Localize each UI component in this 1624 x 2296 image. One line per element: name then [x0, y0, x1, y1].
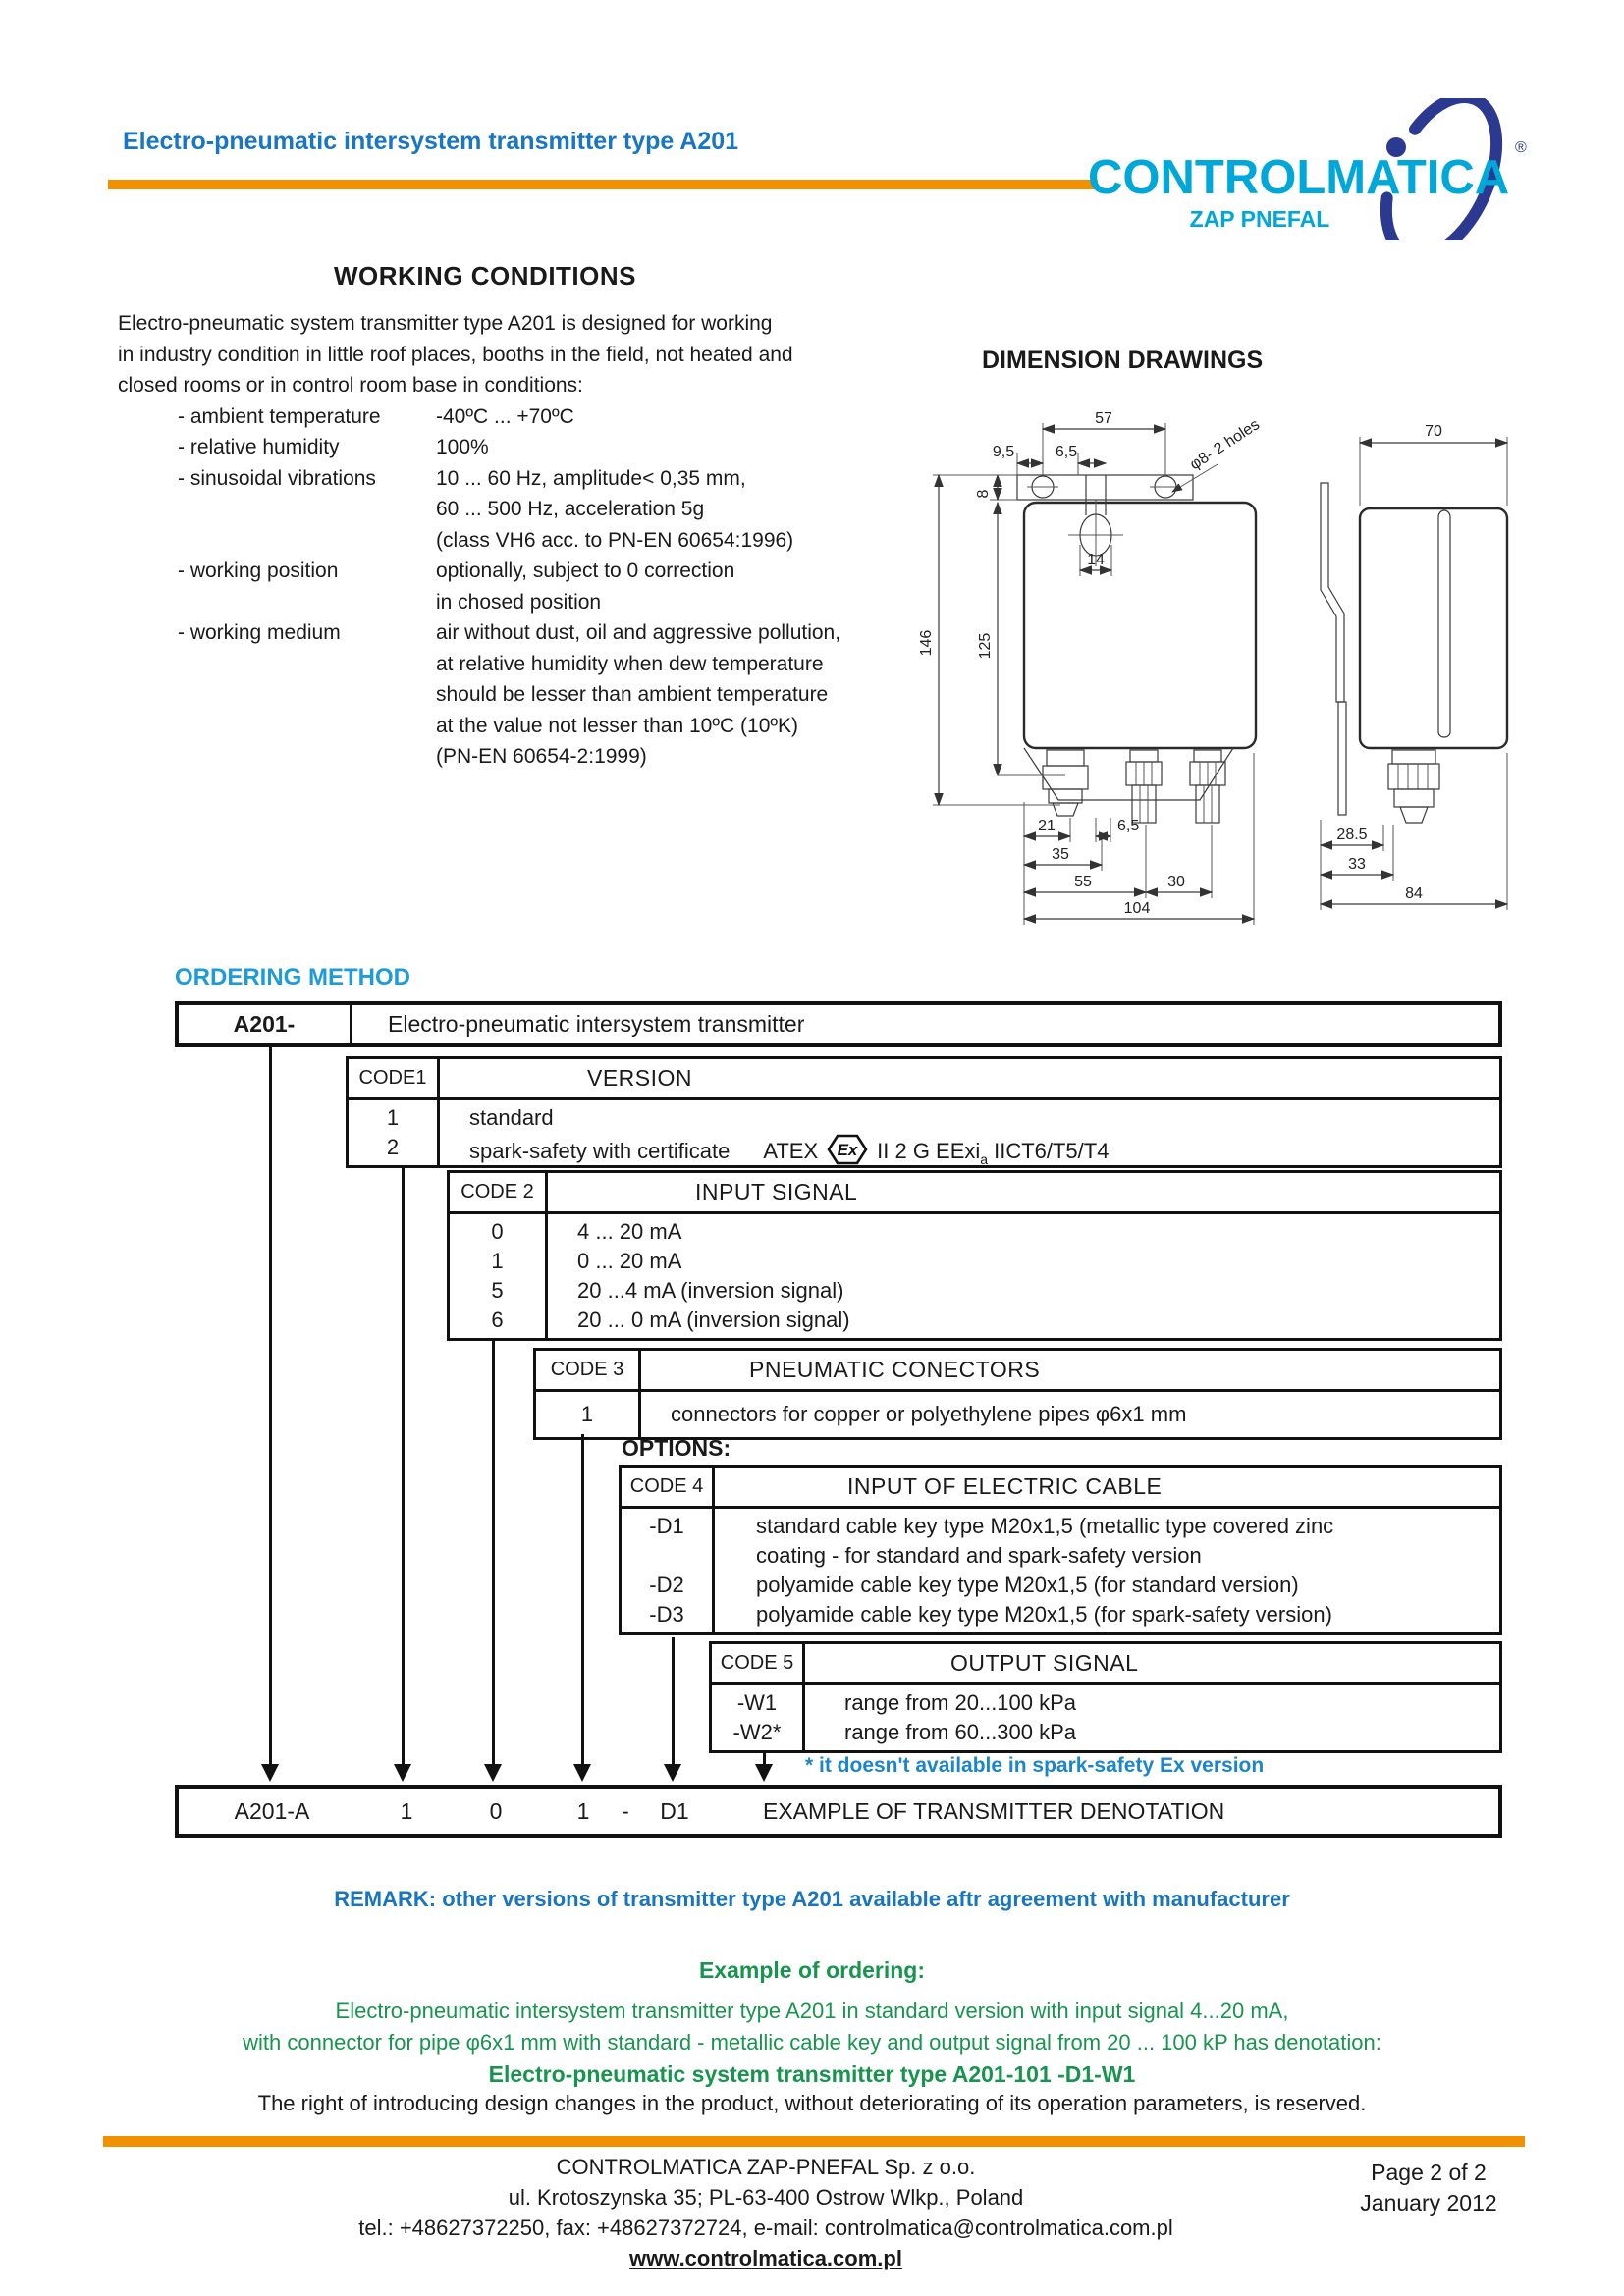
page-date: January 2012: [1360, 2190, 1497, 2216]
wc-value: optionally, subject to 0 correction: [436, 560, 735, 582]
example-row: [175, 1785, 1502, 1838]
code2-row-code: 1: [491, 1249, 504, 1273]
code1-row-desc: [469, 1133, 1499, 1167]
footer-contact: tel.: +48627372250, fax: +48627372724, e-mail: controlmatica@controlmatica.com.pl: [358, 2216, 1173, 2240]
code4-row-desc: coating - for standard and spark-safety version: [756, 1543, 1202, 1568]
example-code: 1: [400, 1798, 413, 1824]
ex-hexagon-icon: [826, 1133, 869, 1166]
wc-label: [178, 649, 436, 680]
product-row: [175, 1001, 1502, 1047]
example-ordering-line: with connector for pipe φ6x1 mm with standard - metallic cable key and output signal from 20 ... 100 kP has denotation:: [243, 2030, 1381, 2055]
arrow-down-icon: [484, 1764, 502, 1782]
spark-safety-footnote: * it doesn't available in spark-safety Ex version: [805, 1754, 1265, 1777]
code3-label: CODE 3: [536, 1351, 641, 1389]
logo-subbrand: ZAP PNEFAL: [1189, 206, 1330, 232]
wc-label: - relative humidity: [178, 436, 340, 458]
wc-label: [178, 587, 436, 618]
code4-label: CODE 4: [622, 1468, 715, 1506]
page-number: Page 2 of 2: [1371, 2160, 1487, 2185]
wc-label: [178, 679, 436, 711]
wc-label: [178, 525, 436, 557]
code2-table: [447, 1170, 1502, 1341]
dimension-drawings: [903, 407, 1591, 933]
code3-header: [536, 1351, 1499, 1392]
wc-row: [118, 617, 913, 649]
code5-header: [712, 1644, 1499, 1685]
dim-label: 6,5: [1117, 818, 1140, 834]
wc-row: [118, 741, 913, 773]
remark-text: REMARK: other versions of transmitter type A201 available aftr agreement with manufacturer: [334, 1887, 1290, 1911]
dim-label: 30: [1167, 874, 1185, 890]
rights-notice: The right of introducing design changes in the product, without deteriorating of its operation parameters, is reserved.: [257, 2091, 1367, 2115]
wc-value: -40ºC ... +70ºC: [436, 404, 574, 428]
controlmatica-logo: [1080, 98, 1542, 240]
wc-row: [118, 525, 913, 557]
dim-label: 9,5: [992, 444, 1015, 460]
wc-row: [118, 401, 913, 433]
wc-intro-line: closed rooms or in control room base in conditions:: [118, 374, 583, 397]
code2-row-code: 5: [491, 1278, 504, 1303]
code2-row-code: 6: [491, 1308, 504, 1332]
code1-row2-cert: II 2 G EExi: [877, 1139, 981, 1163]
example-ordering-heading: Example of ordering:: [698, 1957, 926, 1983]
wc-value: in chosed position: [436, 590, 602, 614]
code1-label: CODE1: [349, 1059, 440, 1097]
arrow-down-icon: [755, 1764, 773, 1782]
code3-title: PNEUMATIC CONECTORS: [749, 1357, 1041, 1382]
connector-line: [492, 1341, 495, 1765]
connector-line: [402, 1168, 405, 1765]
code2-body: [450, 1214, 1499, 1338]
code3-table: [533, 1348, 1502, 1440]
dim-label: 8: [975, 489, 992, 499]
connector-line: [581, 1434, 584, 1765]
code4-row-code: -D2: [649, 1573, 684, 1597]
dim-label: 6,5: [1055, 444, 1078, 460]
footer-address: ul. Krotoszynska 35; PL-63-400 Ostrow Wlkp., Poland: [508, 2185, 1024, 2210]
wc-row: [118, 432, 913, 463]
connector-line: [672, 1637, 675, 1765]
wc-label: - working medium: [178, 621, 341, 644]
wc-value: 100%: [436, 436, 489, 458]
code2-row-desc: 0 ... 20 mA: [577, 1249, 682, 1273]
arrow-down-icon: [664, 1764, 681, 1782]
code2-title: INPUT SIGNAL: [695, 1179, 858, 1204]
wc-label: - sinusoidal vibrations: [178, 466, 376, 490]
wc-value: should be lesser than ambient temperature: [436, 683, 829, 706]
code5-table: [709, 1641, 1502, 1753]
code2-row-code: 0: [491, 1219, 504, 1244]
footer-company: CONTROLMATICA ZAP-PNEFAL Sp. z o.o.: [556, 2155, 976, 2179]
page-info-block: [1311, 2158, 1546, 2218]
dim-label: 55: [1074, 874, 1092, 890]
wc-label: - working position: [178, 560, 339, 582]
code4-row-code: -D3: [649, 1602, 684, 1627]
code4-row-desc: polyamide cable key type M20x1,5 (for standard version): [756, 1573, 1299, 1597]
code5-row-code: -W1: [736, 1690, 778, 1715]
wc-value: (PN-EN 60654-2:1999): [436, 745, 647, 768]
code5-row-desc: range from 60...300 kPa: [844, 1720, 1077, 1744]
code1-header: [349, 1059, 1499, 1100]
dim-label: 70: [1425, 423, 1442, 440]
wc-value: 60 ... 500 Hz, acceleration 5g: [436, 498, 705, 520]
wc-row: [118, 463, 913, 495]
code1-table: [346, 1056, 1502, 1168]
code1-row2-class: IICT6/T5/T4: [994, 1139, 1110, 1163]
registered-mark: ®: [1515, 139, 1527, 156]
wc-label: [178, 741, 436, 773]
wc-row: [118, 711, 913, 742]
footer-contact-block: [236, 2152, 1296, 2273]
code2-row-desc: 20 ... 0 mA (inversion signal): [577, 1308, 850, 1332]
wc-value: at relative humidity when dew temperature: [436, 652, 824, 675]
atex-label: ATEX: [763, 1139, 819, 1163]
subscript-a: a: [980, 1151, 989, 1167]
wc-intro-line: in industry condition in little roof places, booths in the field, not heated and: [118, 343, 793, 366]
dim-label: 28.5: [1336, 827, 1368, 843]
header-rule: [108, 180, 1098, 189]
wc-label: - ambient temperature: [178, 404, 381, 428]
side-view: [1321, 423, 1507, 910]
wc-value: 10 ... 60 Hz, amplitude< 0,35 mm,: [436, 466, 746, 490]
ordering-method-heading: ORDERING METHOD: [175, 964, 410, 990]
connector-line: [269, 1047, 272, 1765]
code4-row-code: [622, 1541, 712, 1571]
page-title: Electro-pneumatic intersystem transmitter type A201: [123, 128, 739, 155]
arrow-down-icon: [394, 1764, 411, 1782]
code1-row-code: 2: [386, 1135, 400, 1159]
code4-table: [619, 1465, 1502, 1635]
wc-value: (class VH6 acc. to PN-EN 60654:1996): [436, 528, 794, 552]
product-desc: Electro-pneumatic intersystem transmitter: [388, 1011, 805, 1037]
dim-label: 84: [1405, 885, 1423, 902]
dimension-drawings-heading: DIMENSION DRAWINGS: [982, 347, 1264, 374]
dim-label: 21: [1038, 818, 1056, 834]
code2-row-desc: 4 ... 20 mA: [577, 1219, 682, 1244]
code4-row-code: -D1: [649, 1514, 684, 1538]
logo-brand: CONTROLMATICA: [1088, 151, 1510, 204]
code3-row-desc: connectors for copper or polyethylene pipes φ6x1 mm: [671, 1402, 1187, 1426]
code5-label: CODE 5: [712, 1644, 805, 1682]
code2-row-desc: 20 ...4 mA (inversion signal): [577, 1278, 844, 1303]
arrow-down-icon: [261, 1764, 279, 1782]
code1-row2-text: spark-safety with certificate: [469, 1139, 731, 1163]
footer-rule: [103, 2136, 1525, 2147]
code4-row-desc: polyamide cable key type M20x1,5 (for spark-safety version): [756, 1602, 1332, 1627]
wc-label: [178, 711, 436, 742]
wc-row: [118, 649, 913, 680]
dim-label: 125: [977, 632, 994, 660]
example-ordering-denotation: Electro-pneumatic system transmitter type A201-101 -D1-W1: [488, 2061, 1136, 2087]
holes-note: φ8- 2 holes: [1187, 416, 1263, 474]
arrow-down-icon: [573, 1764, 591, 1782]
wc-label: [178, 494, 436, 525]
example-ordering-line: Electro-pneumatic intersystem transmitter type A201 in standard version with input signal 4...20 mA,: [335, 1999, 1289, 2023]
code1-row-code: 1: [386, 1105, 400, 1130]
example-code: A201-A: [234, 1798, 310, 1824]
working-conditions-text: [118, 308, 913, 773]
wc-row: [118, 494, 913, 525]
wc-row: [118, 679, 913, 711]
wc-intro-line: Electro-pneumatic system transmitter type A201 is designed for working: [118, 312, 773, 335]
code3-body: [536, 1392, 1499, 1437]
ex-mark: Ex: [837, 1141, 858, 1159]
code5-title: OUTPUT SIGNAL: [950, 1650, 1139, 1676]
code1-body: [349, 1100, 1499, 1165]
dim-label: 35: [1052, 846, 1069, 863]
code1-row-desc: standard: [469, 1105, 554, 1130]
wc-value: at the value not lesser than 10ºC (10ºK): [436, 714, 799, 737]
code4-header: [622, 1468, 1499, 1509]
code5-row-code: -W2*: [732, 1720, 782, 1744]
code5-body: [712, 1685, 1499, 1750]
dim-label: 57: [1095, 410, 1112, 427]
wc-row: [118, 556, 913, 587]
working-conditions-heading: WORKING CONDITIONS: [334, 261, 636, 291]
wc-row: [118, 587, 913, 618]
example-code: D1: [660, 1798, 689, 1824]
code4-title: INPUT OF ELECTRIC CABLE: [847, 1473, 1163, 1499]
code1-title: VERSION: [587, 1065, 693, 1091]
dim-label: 33: [1348, 856, 1366, 873]
code2-label: CODE 2: [450, 1173, 548, 1211]
code4-body: [622, 1509, 1499, 1632]
code3-row-code: 1: [580, 1402, 594, 1426]
example-code: 1: [576, 1798, 590, 1824]
options-label: OPTIONS:: [622, 1435, 731, 1461]
code5-row-desc: range from 20...100 kPa: [844, 1690, 1077, 1715]
dim-label: 104: [1123, 900, 1151, 917]
example-dash: -: [622, 1798, 629, 1824]
dim-label: 14: [1087, 552, 1105, 568]
dim-label: 146: [918, 629, 935, 657]
footer-website-link[interactable]: www.controlmatica.com.pl: [629, 2246, 902, 2270]
code2-header: [450, 1173, 1499, 1214]
product-code: A201-: [179, 1005, 352, 1043]
front-view: [918, 410, 1263, 925]
example-code: 0: [489, 1798, 503, 1824]
code4-row-desc: standard cable key type M20x1,5 (metallic type covered zinc: [756, 1514, 1334, 1538]
example-label: EXAMPLE OF TRANSMITTER DENOTATION: [763, 1798, 1225, 1824]
wc-value: air without dust, oil and aggressive pollution,: [436, 621, 841, 644]
